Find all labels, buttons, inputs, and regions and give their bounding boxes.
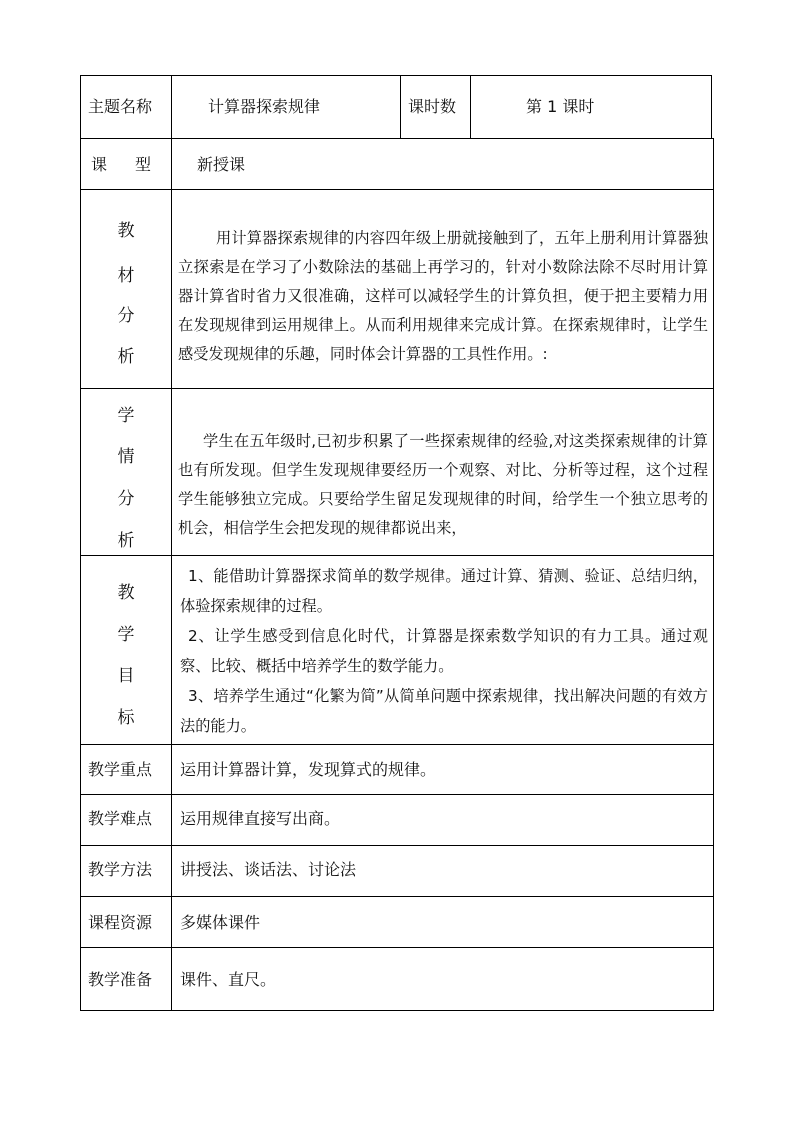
student-label-char-2: 情 bbox=[117, 447, 135, 467]
objectives-label-char-3: 目 bbox=[117, 666, 135, 686]
hours-label: 课时数 bbox=[408, 97, 457, 116]
material-label-char-1: 教 bbox=[117, 221, 135, 241]
material-label-char-3: 分 bbox=[117, 306, 135, 326]
objective-item-1: 1、能借助计算器探求简单的数学规律。通过计算、猜测、验证、总结归纳，体验探索规律的过程。 bbox=[180, 567, 708, 615]
resources-value: 多媒体课件 bbox=[180, 913, 261, 932]
material-label-char-2: 材 bbox=[117, 266, 135, 286]
preparation-label: 教学准备 bbox=[88, 970, 153, 989]
hours-value: 第 1 课时 bbox=[526, 97, 595, 116]
student-analysis-text: 学生在五年级时,已初步积累了一些探索规律的经验,对这类探索规律的计算也有所发现。但学生发现规律要经历一个观察、对比、分析等过程，这个过程学生能够独立完成。只要给学生留足发现规律的时间，给学生一个独立思考的机会，相信学生会把发现的规律都说出来， bbox=[178, 432, 708, 537]
objectives-label-char-4: 标 bbox=[117, 708, 135, 728]
key-points-value: 运用计算器计算，发现算式的规律。 bbox=[180, 760, 437, 779]
methods-value: 讲授法、谈话法、讨论法 bbox=[180, 860, 357, 879]
difficulties-value: 运用规律直接写出商。 bbox=[180, 809, 341, 828]
objectives-label-char-1: 教 bbox=[117, 583, 135, 603]
objective-item-2: 2、让学生感受到信息化时代，计算器是探索数学知识的有力工具。通过观察、比较、概括中培养学生的数学能力。 bbox=[180, 627, 708, 675]
topic-value: 计算器探索规律 bbox=[208, 97, 321, 116]
type-value: 新授课 bbox=[197, 155, 246, 174]
resources-label: 课程资源 bbox=[88, 913, 153, 932]
preparation-value: 课件、直尺。 bbox=[180, 970, 277, 989]
student-label-char-3: 分 bbox=[117, 489, 135, 509]
key-points-label: 教学重点 bbox=[88, 760, 153, 779]
topic-label: 主题名称 bbox=[88, 97, 153, 116]
student-label-char-1: 学 bbox=[117, 406, 135, 426]
difficulties-label: 教学难点 bbox=[88, 809, 153, 828]
objectives-label-char-2: 学 bbox=[117, 625, 135, 645]
methods-label: 教学方法 bbox=[88, 860, 153, 879]
material-label-char-4: 析 bbox=[117, 347, 135, 367]
type-label-char-1: 课 bbox=[91, 155, 108, 174]
type-label-char-2: 型 bbox=[135, 155, 152, 174]
objective-item-3: 3、培养学生通过“化繁为简”从简单问题中探索规律，找出解决问题的有效方法的能力。 bbox=[180, 687, 708, 735]
material-analysis-text: 用计算器探索规律的内容四年级上册就接触到了，五年上册利用计算器独立探索是在学习了小数除法的基础上再学习的，针对小数除法除不尽时用计算器计算省时省力又很准确，这样可以减轻学生的计算负担，便于把主要精力用在发现规律到运用规律上。从而利用规律来完成计算。在探索规律时，让学生感受发现规律的乐趣，同时体会计算器的工具性作用。: bbox=[178, 229, 708, 363]
student-label-char-4: 析 bbox=[117, 531, 135, 551]
